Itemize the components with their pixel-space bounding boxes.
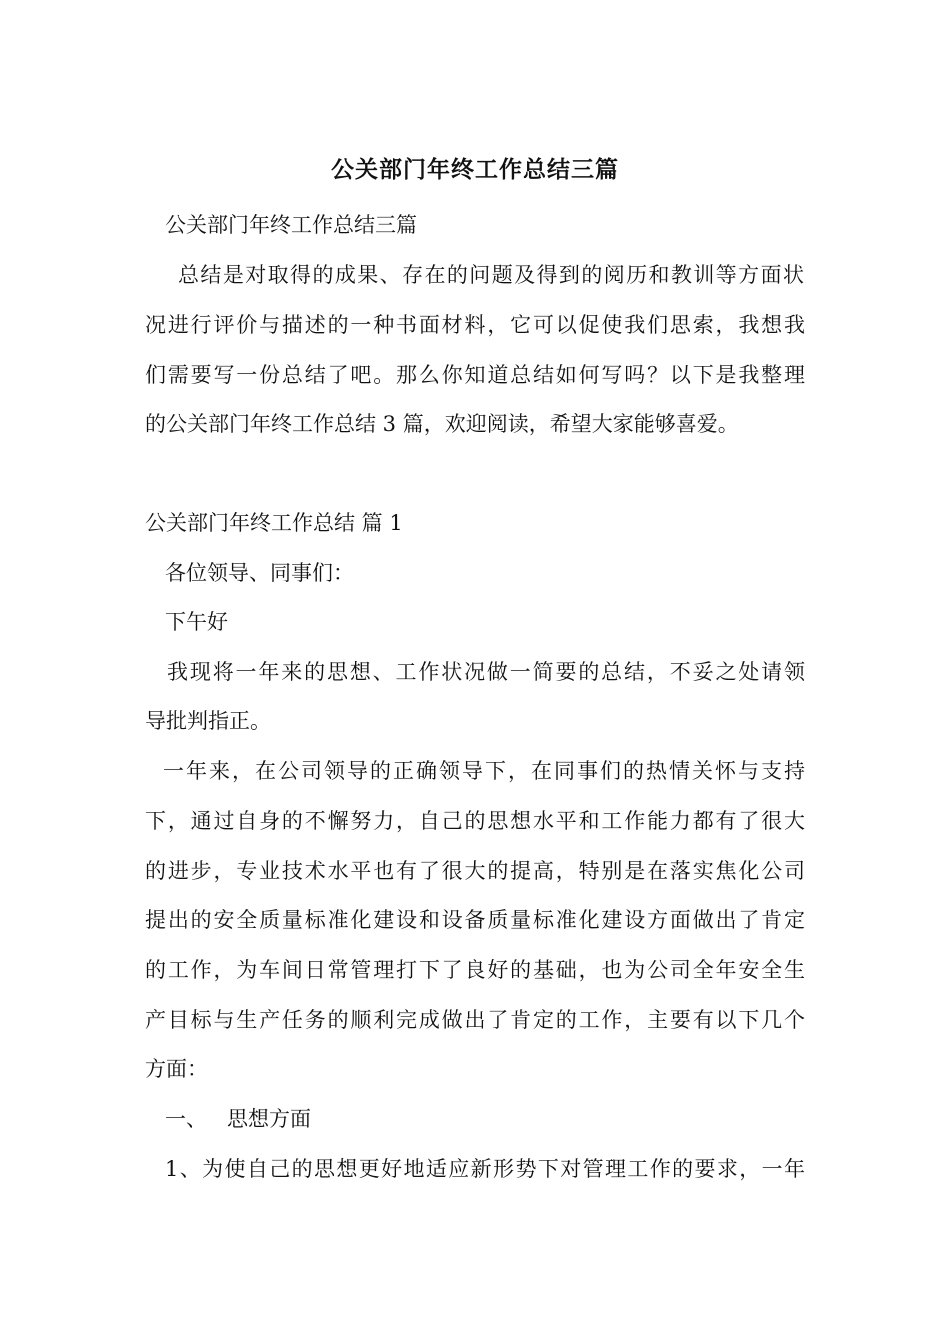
paragraph-2-line-4: 提出的安全质量标准化建设和设备质量标准化建设方面做出了肯定 — [145, 908, 805, 932]
section-heading: 公关部门年终工作总结 篇 1 — [145, 511, 403, 535]
paragraph-1-line-1: 我现将一年来的思想、工作状况做一简要的总结，不妥之处请领 — [167, 660, 805, 684]
greeting-line: 各位领导、同事们： — [165, 561, 354, 585]
paragraph-1-line-2: 导批判指正。 — [145, 709, 271, 733]
item-1-line-1: 1、为使自己的思想更好地适应新形势下对管理工作的要求，一年 — [165, 1157, 805, 1181]
greeting-line-2: 下午好 — [165, 610, 228, 634]
paragraph-2-line-2: 下，通过自身的不懈努力，自己的思想水平和工作能力都有了很大 — [145, 809, 805, 833]
paragraph-2-line-7: 方面： — [145, 1057, 208, 1081]
intro-line-4: 的公关部门年终工作总结 3 篇，欢迎阅读，希望大家能够喜爱。 — [145, 412, 739, 436]
subsection-heading: 一、 思想方面 — [165, 1107, 312, 1131]
intro-line-3: 们需要写一份总结了吧。那么你知道总结如何写吗？以下是我整理 — [145, 363, 805, 387]
intro-line-2: 况进行评价与描述的一种书面材料，它可以促使我们思索，我想我 — [145, 313, 805, 337]
intro-line-1: 总结是对取得的成果、存在的问题及得到的阅历和教训等方面状 — [178, 263, 804, 287]
paragraph-2-line-6: 产目标与生产任务的顺利完成做出了肯定的工作，主要有以下几个 — [145, 1008, 805, 1032]
subtitle-line: 公关部门年终工作总结三篇 — [165, 213, 417, 237]
paragraph-2-line-1: 一年来，在公司领导的正确领导下，在同事们的热情关怀与支持 — [163, 759, 805, 783]
paragraph-2-line-5: 的工作，为车间日常管理打下了良好的基础，也为公司全年安全生 — [145, 958, 805, 982]
document-title: 公关部门年终工作总结三篇 — [331, 156, 619, 183]
paragraph-2-line-3: 的进步，专业技术水平也有了很大的提高，特别是在落实焦化公司 — [145, 859, 805, 883]
